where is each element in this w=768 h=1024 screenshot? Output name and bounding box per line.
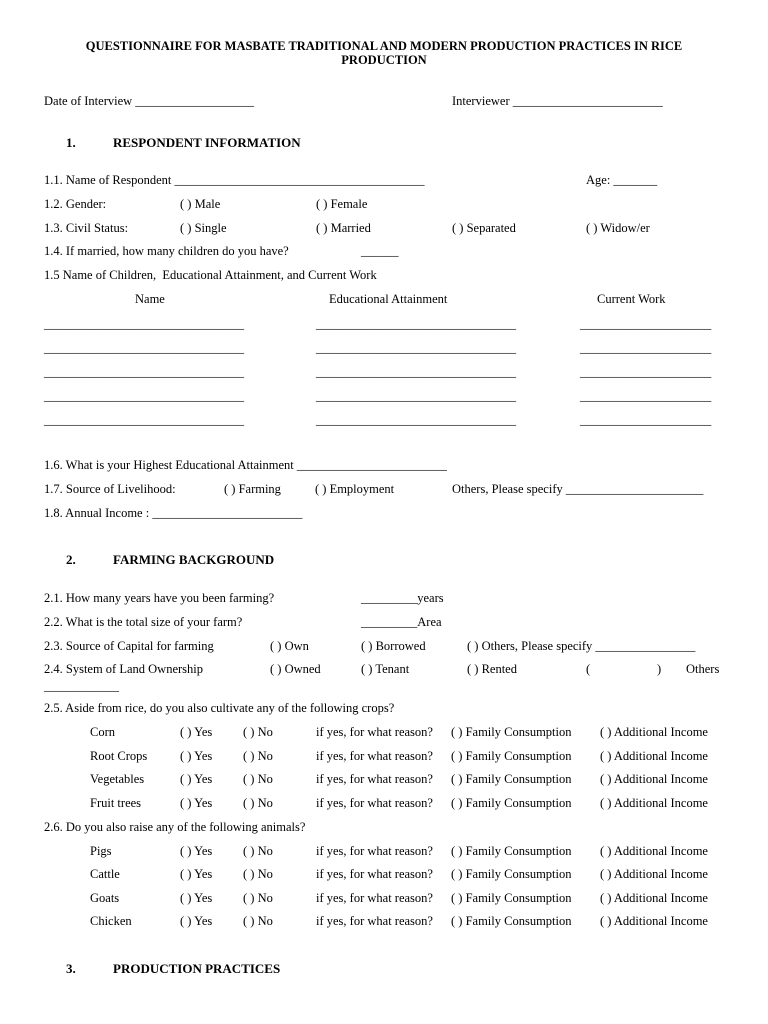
- family-consumption-option[interactable]: ( ) Family Consumption: [451, 891, 572, 905]
- children-count-question: 1.4. If married, how many children do you have?: [44, 244, 289, 258]
- section-1-heading: RESPONDENT INFORMATION: [113, 135, 301, 150]
- land-others-label: Others: [686, 662, 720, 676]
- additional-income-option[interactable]: ( ) Additional Income: [600, 914, 708, 928]
- respondent-name-field[interactable]: 1.1. Name of Respondent ________________________________________: [44, 173, 425, 187]
- crop-label: Vegetables: [90, 772, 145, 786]
- no-option[interactable]: ( ) No: [243, 725, 273, 739]
- civil-status-widow-option[interactable]: ( ) Widow/er: [586, 221, 650, 235]
- additional-income-option[interactable]: ( ) Additional Income: [600, 749, 708, 763]
- child-work-field[interactable]: _____________________: [580, 365, 712, 379]
- yes-option[interactable]: ( ) Yes: [180, 772, 213, 786]
- land-ownership-label: 2.4. System of Land Ownership: [44, 662, 204, 676]
- child-work-field[interactable]: _____________________: [580, 317, 712, 331]
- reason-label: if yes, for what reason?: [316, 844, 433, 858]
- child-name-field[interactable]: ________________________________: [44, 365, 244, 379]
- yes-option[interactable]: ( ) Yes: [180, 725, 213, 739]
- additional-income-option[interactable]: ( ) Additional Income: [600, 867, 708, 881]
- reason-label: if yes, for what reason?: [316, 749, 433, 763]
- section-1-number: 1.: [66, 135, 76, 150]
- children-details-question: 1.5 Name of Children, Educational Attainment, and Current Work: [44, 268, 377, 282]
- yes-option[interactable]: ( ) Yes: [180, 867, 213, 881]
- civil-status-single-option[interactable]: ( ) Single: [180, 221, 227, 235]
- capital-others-field[interactable]: ( ) Others, Please specify ________________: [467, 639, 696, 653]
- yes-option[interactable]: ( ) Yes: [180, 891, 213, 905]
- livelihood-others-field[interactable]: Others, Please specify ______________________: [452, 482, 704, 496]
- yes-option[interactable]: ( ) Yes: [180, 749, 213, 763]
- section-3-number: 3.: [66, 961, 76, 976]
- land-others-paren-close[interactable]: ): [657, 662, 662, 676]
- child-name-field[interactable]: ________________________________: [44, 389, 244, 403]
- additional-income-option[interactable]: ( ) Additional Income: [600, 844, 708, 858]
- child-name-field[interactable]: ________________________________: [44, 341, 244, 355]
- child-work-field[interactable]: _____________________: [580, 413, 712, 427]
- farm-size-question: 2.2. What is the total size of your farm?: [44, 615, 243, 629]
- child-education-field[interactable]: ________________________________: [316, 317, 516, 331]
- additional-income-option[interactable]: ( ) Additional Income: [600, 725, 708, 739]
- land-tenant-option[interactable]: ( ) Tenant: [361, 662, 410, 676]
- animal-label: Pigs: [90, 844, 112, 858]
- no-option[interactable]: ( ) No: [243, 844, 273, 858]
- column-header-educational-attainment: Educational Attainment: [329, 292, 448, 306]
- gender-male-option[interactable]: ( ) Male: [180, 197, 221, 211]
- animal-label: Cattle: [90, 867, 120, 881]
- yes-option[interactable]: ( ) Yes: [180, 914, 213, 928]
- land-owned-option[interactable]: ( ) Owned: [270, 662, 321, 676]
- gender-female-option[interactable]: ( ) Female: [316, 197, 368, 211]
- no-option[interactable]: ( ) No: [243, 772, 273, 786]
- livelihood-farming-option[interactable]: ( ) Farming: [224, 482, 281, 496]
- section-2-number: 2.: [66, 552, 76, 567]
- child-work-field[interactable]: _____________________: [580, 389, 712, 403]
- child-name-field[interactable]: ________________________________: [44, 317, 244, 331]
- date-of-interview-field[interactable]: Date of Interview ___________________: [44, 94, 255, 108]
- family-consumption-option[interactable]: ( ) Family Consumption: [451, 844, 572, 858]
- land-others-paren-open[interactable]: (: [586, 662, 591, 676]
- no-option[interactable]: ( ) No: [243, 796, 273, 810]
- no-option[interactable]: ( ) No: [243, 914, 273, 928]
- child-name-field[interactable]: ________________________________: [44, 413, 244, 427]
- civil-status-separated-option[interactable]: ( ) Separated: [452, 221, 516, 235]
- crops-question: 2.5. Aside from rice, do you also cultivate any of the following crops?: [44, 701, 395, 715]
- document-title-line-1: QUESTIONNAIRE FOR MASBATE TRADITIONAL AND MODERN PRODUCTION PRACTICES IN RICE: [85, 39, 683, 53]
- land-others-field[interactable]: ____________: [44, 679, 119, 693]
- crop-label: Corn: [90, 725, 115, 739]
- family-consumption-option[interactable]: ( ) Family Consumption: [451, 914, 572, 928]
- capital-own-option[interactable]: ( ) Own: [270, 639, 309, 653]
- child-work-field[interactable]: _____________________: [580, 341, 712, 355]
- family-consumption-option[interactable]: ( ) Family Consumption: [451, 796, 572, 810]
- no-option[interactable]: ( ) No: [243, 867, 273, 881]
- reason-label: if yes, for what reason?: [316, 796, 433, 810]
- livelihood-employment-option[interactable]: ( ) Employment: [315, 482, 395, 496]
- reason-label: if yes, for what reason?: [316, 725, 433, 739]
- child-education-field[interactable]: ________________________________: [316, 365, 516, 379]
- age-field[interactable]: Age: _______: [586, 173, 658, 187]
- livelihood-label: 1.7. Source of Livelihood:: [44, 482, 176, 496]
- capital-source-label: 2.3. Source of Capital for farming: [44, 639, 214, 653]
- no-option[interactable]: ( ) No: [243, 891, 273, 905]
- reason-label: if yes, for what reason?: [316, 891, 433, 905]
- column-header-name: Name: [135, 292, 165, 306]
- crop-label: Fruit trees: [90, 796, 142, 810]
- reason-label: if yes, for what reason?: [316, 914, 433, 928]
- civil-status-label: 1.3. Civil Status:: [44, 221, 129, 235]
- animal-label: Goats: [90, 891, 120, 905]
- document-title-line-2: PRODUCTION: [341, 53, 427, 67]
- child-education-field[interactable]: ________________________________: [316, 413, 516, 427]
- yes-option[interactable]: ( ) Yes: [180, 796, 213, 810]
- highest-education-field[interactable]: 1.6. What is your Highest Educational Attainment ________________________: [44, 458, 447, 472]
- gender-label: 1.2. Gender:: [44, 197, 107, 211]
- additional-income-option[interactable]: ( ) Additional Income: [600, 891, 708, 905]
- land-rented-option[interactable]: ( ) Rented: [467, 662, 517, 676]
- civil-status-married-option[interactable]: ( ) Married: [316, 221, 371, 235]
- family-consumption-option[interactable]: ( ) Family Consumption: [451, 772, 572, 786]
- farm-size-field[interactable]: _________Area: [361, 615, 442, 629]
- yes-option[interactable]: ( ) Yes: [180, 844, 213, 858]
- years-farming-question: 2.1. How many years have you been farming?: [44, 591, 275, 605]
- child-education-field[interactable]: ________________________________: [316, 389, 516, 403]
- family-consumption-option[interactable]: ( ) Family Consumption: [451, 867, 572, 881]
- reason-label: if yes, for what reason?: [316, 772, 433, 786]
- reason-label: if yes, for what reason?: [316, 867, 433, 881]
- no-option[interactable]: ( ) No: [243, 749, 273, 763]
- capital-borrowed-option[interactable]: ( ) Borrowed: [361, 639, 426, 653]
- children-count-field[interactable]: ______: [361, 244, 399, 258]
- crop-label: Root Crops: [90, 749, 148, 763]
- animal-label: Chicken: [90, 914, 132, 928]
- column-header-current-work: Current Work: [597, 292, 666, 306]
- annual-income-field[interactable]: 1.8. Annual Income : ________________________: [44, 506, 303, 520]
- years-farming-field[interactable]: _________years: [361, 591, 444, 605]
- child-education-field[interactable]: ________________________________: [316, 341, 516, 355]
- section-3-heading: PRODUCTION PRACTICES: [113, 961, 281, 976]
- family-consumption-option[interactable]: ( ) Family Consumption: [451, 725, 572, 739]
- animals-question: 2.6. Do you also raise any of the following animals?: [44, 820, 306, 834]
- family-consumption-option[interactable]: ( ) Family Consumption: [451, 749, 572, 763]
- interviewer-field[interactable]: Interviewer ________________________: [452, 94, 663, 108]
- additional-income-option[interactable]: ( ) Additional Income: [600, 772, 708, 786]
- section-2-heading: FARMING BACKGROUND: [113, 552, 275, 567]
- additional-income-option[interactable]: ( ) Additional Income: [600, 796, 708, 810]
